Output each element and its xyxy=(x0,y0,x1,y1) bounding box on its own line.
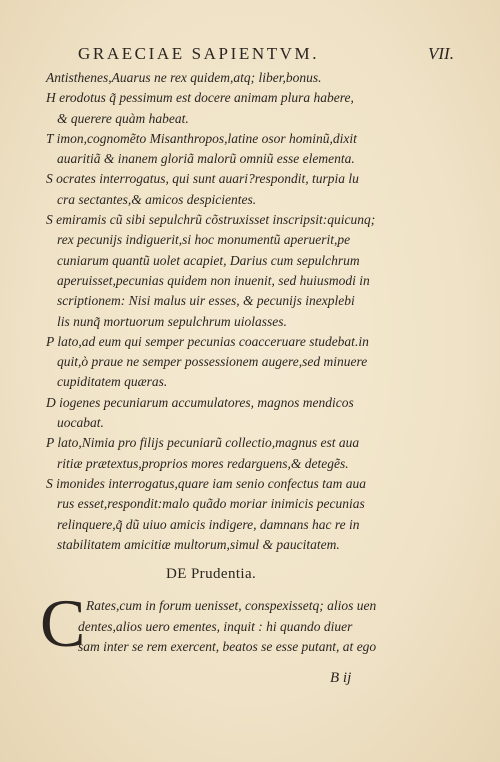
text-line: T imon,cognomẽto Misanthropos,latine osor hominũ,dixit xyxy=(46,130,357,146)
dropcap-paragraph xyxy=(40,585,438,662)
text-line: S ocrates interrogatus, qui sunt auari?respondit, turpia lu xyxy=(46,171,359,187)
text-line: quit,ò praue ne semper possessionem augere,sed minuere xyxy=(57,354,368,370)
text-line: Antisthenes,Auarus ne rex quidem,atq; liber,bonus. xyxy=(46,70,322,85)
text-line: cuniarum quantũ uolet acapiet, Darius cum sepulchrum xyxy=(57,252,360,268)
text-line: & querere quàm habeat. xyxy=(57,110,189,126)
text-line: S emiramis cũ sibi sepulchrũ cõstruxisset inscripsit:quicunq; xyxy=(46,212,376,228)
folio-number: VII. xyxy=(428,44,454,63)
saying-entry xyxy=(46,433,438,474)
page-body xyxy=(40,68,438,662)
saying-entry xyxy=(46,88,438,129)
text-line: P lato,ad eum qui semper pecunias coacceruare studebat.in xyxy=(46,333,369,349)
text-line: cra sectantes,& amicos despicientes. xyxy=(57,191,257,207)
text-line: S imonides interrogatus,quare iam senio confectus tam aua xyxy=(46,475,366,491)
text-line: ritiæ prætextus,proprios mores redarguens,& detegẽs. xyxy=(57,455,349,471)
sayings-list xyxy=(46,68,438,555)
text-line: lis nunq̃ mortuorum sepulchrum uiolasses. xyxy=(57,313,287,329)
saying-entry xyxy=(46,474,438,555)
saying-entry xyxy=(46,210,438,332)
text-line: aperuisset,pecunias quidem non inuenit, sed huiusmodi in xyxy=(57,272,370,288)
text-line: sam inter se rem exercent, beatos se esse putant, at ego xyxy=(78,639,377,655)
text-line: relinquere,q̃ dũ uiuo amicis indigere, damnans hac re in xyxy=(57,516,360,532)
text-line: rus esset,respondit:malo quãdo moriar inimicis pecunias xyxy=(57,496,365,512)
section-title: DE Prudentia. xyxy=(166,566,257,583)
saying-entry xyxy=(46,129,438,170)
saying-entry xyxy=(46,169,438,210)
text-line: rex pecunijs indiguerit,si hoc monumentũ aperuerit,pe xyxy=(57,232,351,248)
text-line: uocabat. xyxy=(57,415,104,431)
saying-entry xyxy=(46,68,438,88)
text-line: dentes,alios uero ementes, inquit : hi quando diuer xyxy=(78,618,353,634)
text-line: P lato,Nimia pro filijs pecuniarũ collectio,magnus est aua xyxy=(46,435,360,451)
signature-mark: B ij xyxy=(330,670,352,686)
text-line: cupiditatem quæras. xyxy=(57,374,168,390)
saying-entry xyxy=(46,332,438,393)
text-line: H erodotus q̃ pessimum est docere animam plura habere, xyxy=(46,90,354,106)
text-line: auaritiã & inanem gloriã malorũ omniũ esse elementa. xyxy=(57,151,355,167)
section-text xyxy=(78,596,438,657)
saying-entry xyxy=(46,393,438,434)
text-line: scriptionem: Nisi malus uir esses, & pecunijs inexplebi xyxy=(57,293,355,309)
text-line: stabilitatem amicitiæ multorum,simul & paucitatem. xyxy=(57,536,340,552)
text-line: D iogenes pecuniarum accumulatores, magnos mendicos xyxy=(46,394,354,410)
text-line: Rates,cum in forum uenisset, conspexissetq; alios uen xyxy=(86,598,377,614)
running-head: GRAECIAE SAPIENTVM. xyxy=(78,44,320,63)
dropcap-letter: C xyxy=(40,585,86,662)
page-header xyxy=(0,44,500,68)
